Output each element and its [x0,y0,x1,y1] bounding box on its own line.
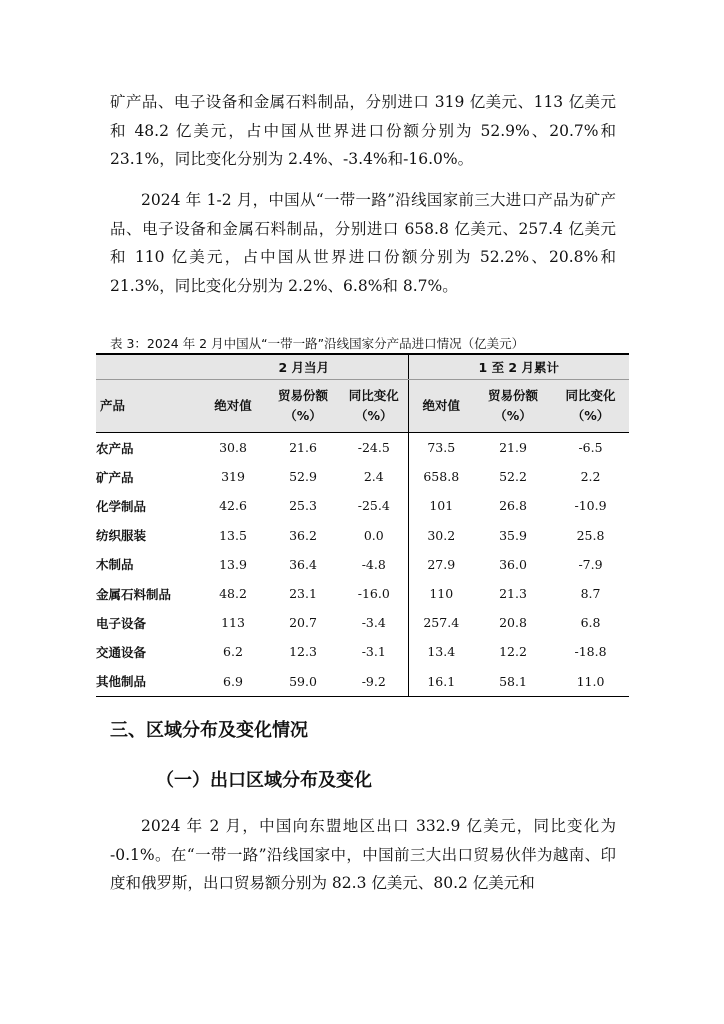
cum-abs-cell: 73.5 [427,440,456,456]
cum-share-cell: 12.2 [499,644,527,660]
month-yoy-cell: -3.4 [340,608,408,637]
cum-yoy-cell: 8.7 [580,586,601,602]
cum-yoy-cell: -6.5 [578,440,603,456]
product-name-cell: 电子设备 [96,615,147,631]
group-header-blank [96,354,200,380]
month-share-cell: 21.6 [289,440,317,456]
month-abs-cell: 6.2 [223,644,243,660]
cum-share-cell: 20.8 [499,615,527,631]
import-by-product-table [96,353,629,697]
table-column-header-row [96,380,629,433]
column-header-cum-abs: 绝对值 [408,380,474,433]
month-yoy-cell: 0.0 [340,521,408,550]
month-abs-cell: 42.6 [219,498,247,514]
column-header-cum-yoy: 同比变化 （%） [552,380,629,433]
month-share-cell: 36.4 [289,556,317,572]
month-yoy-cell: -3.1 [340,637,408,666]
cum-share-cell: 21.9 [499,440,527,456]
group-header-cumulative: 1 至 2 月累计 [408,354,629,380]
table-row [96,433,629,463]
cum-yoy-cell: -7.9 [578,556,603,572]
month-yoy-cell: -24.5 [340,433,408,463]
column-header-month-yoy: 同比变化 （%） [340,380,408,433]
section-heading-regional-distribution: 三、区域分布及变化情况 [110,720,308,741]
table-group-header-row [96,354,629,380]
cum-share-cell: 26.8 [499,498,527,514]
cum-share-cell: 35.9 [499,527,527,543]
month-yoy-cell: -4.8 [340,550,408,579]
month-share-cell: 20.7 [289,615,317,631]
product-name-cell: 交通设备 [96,644,147,660]
month-share-cell: 25.3 [289,498,317,514]
month-abs-cell: 48.2 [219,586,247,602]
product-name-cell: 农产品 [96,440,134,456]
cum-share-cell: 52.2 [499,469,527,485]
table-row [96,637,629,666]
cum-share-cell: 21.3 [499,586,527,602]
month-abs-cell: 13.9 [219,556,247,572]
month-yoy-cell: -25.4 [340,491,408,520]
product-name-cell: 其他制品 [96,667,200,697]
column-header-cum-share: 贸易份额 （%） [474,380,552,433]
month-abs-cell: 113 [221,615,245,631]
month-yoy-cell: -9.2 [340,667,408,697]
cum-abs-cell: 30.2 [427,527,456,543]
table-row [96,491,629,520]
cum-yoy-cell: 11.0 [552,667,629,697]
cum-abs-cell: 658.8 [423,469,460,485]
table-row [96,462,629,491]
paragraph-export-asean: 2024 年 2 月，中国向东盟地区出口 332.9 亿美元，同比变化为 -0.1%。在“一带一路”沿线国家中，中国前三大出口贸易伙伴为越南、印度和俄罗斯，出口贸易额分别为 82.3 亿美元、80.2 亿美元和 [110,817,616,892]
cum-abs-cell: 257.4 [423,615,460,631]
month-share-cell: 36.2 [289,527,317,543]
month-share-cell: 23.1 [289,586,317,602]
table-row [96,550,629,579]
cum-yoy-cell: -10.9 [574,498,607,514]
month-yoy-cell: 2.4 [340,462,408,491]
cum-yoy-cell: 25.8 [576,527,605,543]
column-header-month-share: 贸易份额 （%） [266,380,340,433]
cum-yoy-cell: -18.8 [574,644,607,660]
paragraph-import-products-jan-feb: 2024 年 1-2 月，中国从“一带一路”沿线国家前三大进口产品为矿产品、电子设备和金属石料制品，分别进口 658.8 亿美元、257.4 亿美元和 110 亿美元，占中国从世界进口份额分别为 52.2%、20.8%和 21.3%，同比变化分别为 2.2%、6.8%和 8.7%。 [110,191,616,295]
table-row [96,608,629,637]
table-row [96,579,629,608]
month-abs-cell: 13.5 [219,527,247,543]
month-yoy-cell: -16.0 [340,579,408,608]
product-name-cell: 金属石料制品 [96,586,172,602]
month-abs-cell: 6.9 [200,667,266,697]
product-name-cell: 纺织服装 [96,528,147,544]
column-header-product: 产品 [96,380,200,433]
table-caption: 表 3：2024 年 2 月中国从“一带一路”沿线国家分产品进口情况（亿美元） [110,336,525,351]
cum-abs-cell: 110 [429,586,454,602]
cum-share-cell: 36.0 [499,556,527,572]
subsection-heading-export-regions: （一）出口区域分布及变化 [156,770,372,791]
month-share-cell: 52.9 [289,469,317,485]
group-header-month: 2 月当月 [200,354,408,380]
month-share-cell: 12.3 [289,644,317,660]
cum-abs-cell: 27.9 [427,556,456,572]
column-header-month-abs: 绝对值 [200,380,266,433]
product-name-cell: 木制品 [96,557,134,573]
month-share-cell: 59.0 [266,667,340,697]
cum-yoy-cell: 6.8 [580,615,601,631]
cum-yoy-cell: 2.2 [580,469,601,485]
paragraph-import-products-feb: 矿产品、电子设备和金属石料制品，分别进口 319 亿美元、113 亿美元和 48.2 亿美元，占中国从世界进口份额分别为 52.9%、20.7%和 23.1%，同比变化分别为 2.4%、-3.4%和-16.0%。 [110,93,616,168]
cum-share-cell: 58.1 [474,667,552,697]
month-abs-cell: 319 [221,469,245,485]
product-name-cell: 化学制品 [96,498,147,514]
product-name-cell: 矿产品 [96,469,134,485]
table-row [96,521,629,550]
cum-abs-cell: 13.4 [427,644,456,660]
month-abs-cell: 30.8 [219,440,247,456]
table-row [96,667,629,697]
cum-abs-cell: 101 [429,498,454,514]
cum-abs-cell: 16.1 [408,667,474,697]
